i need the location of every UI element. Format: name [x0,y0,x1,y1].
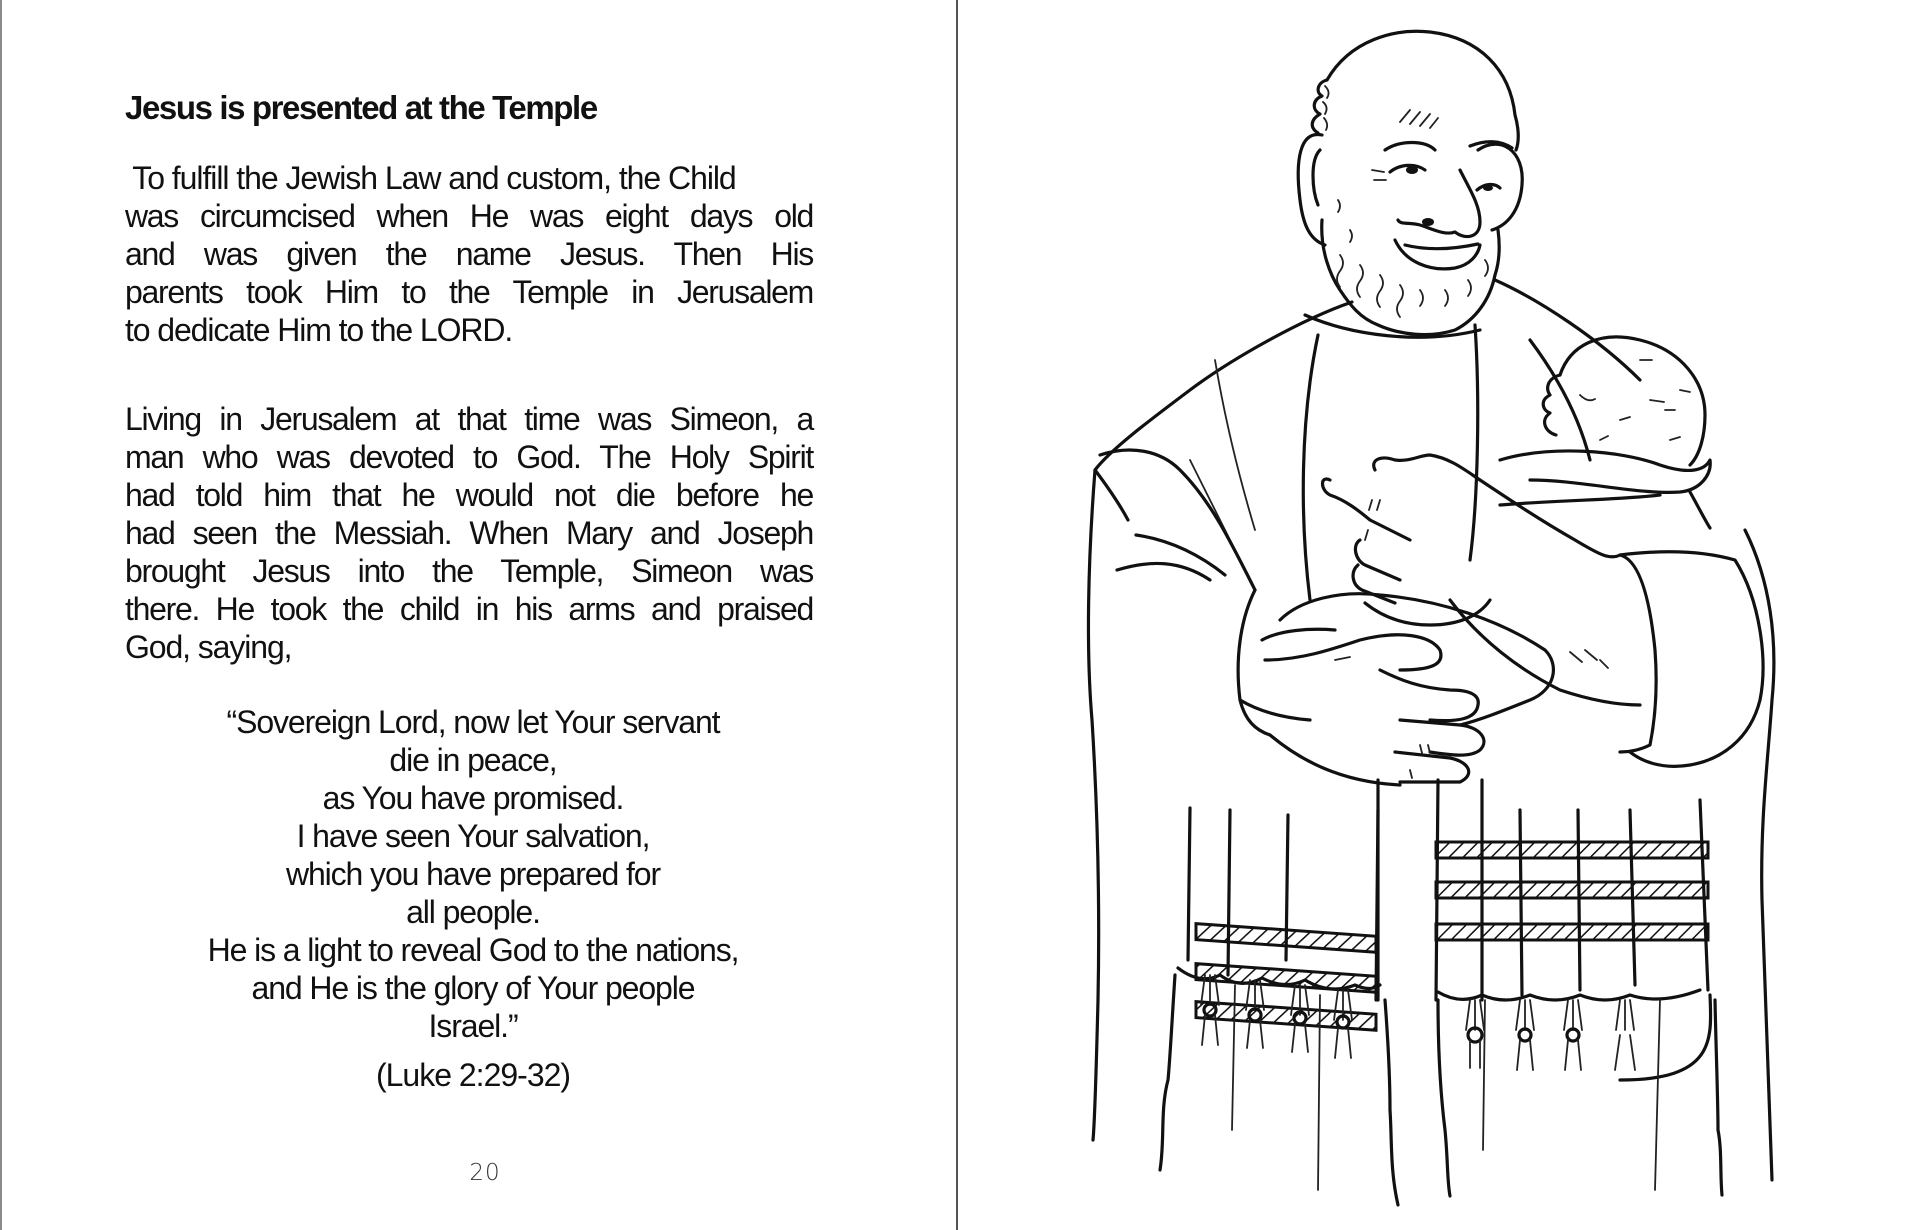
collar-left [1303,335,1318,600]
paragraph-line: God, saying, [125,629,292,665]
paragraph-line: had seen the Messiah. When Mary and Joseph [125,515,813,551]
head-outline [1327,31,1518,150]
quote-line: and He is the glory of Your people [251,970,695,1006]
paragraph-line: to dedicate Him to the LORD. [125,312,513,348]
baby-head [1560,337,1705,465]
left-pupil [1406,166,1418,174]
scripture-citation: (Luke 2:29-32) [375,1057,571,1093]
simeon-with-infant-illustration [958,0,1908,1230]
infant-jesus [1500,337,1710,528]
hair-curls [1312,80,1327,133]
long-fringe [1160,975,1175,1170]
left-brow [1385,143,1435,151]
quote-line: Israel.” [428,1008,518,1044]
right-page [958,0,1908,1230]
quote-line: all people. [406,894,540,930]
paragraph-line: man who was devoted to God. The Holy Spirit [125,439,813,475]
simeon-head [1298,31,1522,334]
left-body-outline [1088,470,1098,1140]
shawl-stripe [1436,924,1708,940]
right-sleeve [1480,480,1763,766]
paragraph-simeon [125,400,813,666]
quote-line: which you have prepared for [285,856,661,892]
prayer-shawl [1178,780,1708,1030]
page-number: 20 [469,1160,501,1186]
paragraph-line: there. He took the child in his arms and praised [125,591,813,627]
quote-line: die in peace, [389,742,557,778]
quote-line: I have seen Your salvation, [296,818,650,854]
swaddle-fold [1500,492,1710,528]
quote-line: as You have promised. [322,780,624,816]
long-fringe [1620,995,1722,1195]
right-pupil [1483,185,1493,191]
collar-right [1470,325,1478,560]
paragraph-line: was circumcised when He was eight days old [125,198,813,234]
page-title: Jesus is presented at the Temple [125,89,597,126]
quote-line: “Sovereign Lord, now let Your servant [226,704,720,740]
paragraph-line: Living in Jerusalem at that time was Simeon, a [125,401,813,437]
nose [1398,170,1480,237]
paragraph-line: To fulfill the Jewish Law and custom, the Child [125,160,736,196]
paragraph-line: brought Jesus into the Temple, Simeon was [125,553,813,589]
smile [1395,240,1480,269]
left-cuff [1238,590,1310,735]
shawl-stripe [1436,882,1708,898]
neckline [1305,315,1480,337]
paragraph-line: and was given the name Jesus. Then His [125,236,813,272]
paragraph-line: parents took Him to the Temple in Jerusalem [125,274,813,310]
paragraph-line: had told him that he would not die before he [125,477,813,513]
quote-line: He is a light to reveal God to the nations, [207,932,739,968]
long-fringe [1438,1000,1450,1196]
paragraph-circumcision [125,159,813,349]
shawl-stripe [1436,842,1708,858]
lower-hand [1262,629,1484,785]
scripture-quote [100,703,846,1045]
simeon-robe [1088,280,1773,1180]
swaddle-top [1500,451,1710,492]
left-shoulder-outline [1095,302,1352,520]
right-shoulder-outline [1495,280,1640,460]
long-fringe [1385,1000,1398,1205]
